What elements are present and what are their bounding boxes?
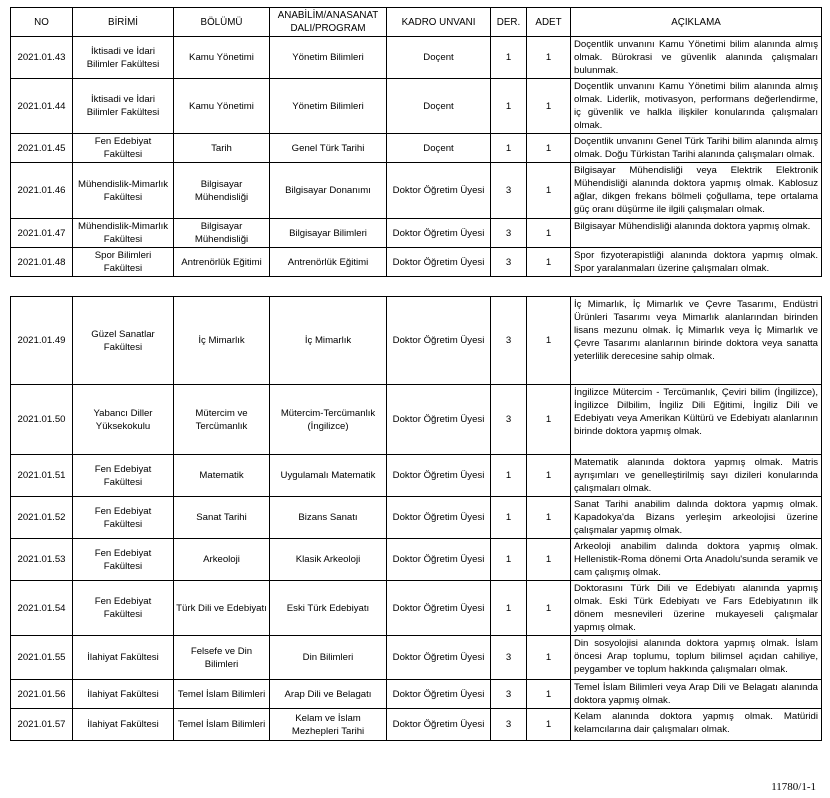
cell-unvan: Doktor Öğretim Üyesi bbox=[387, 497, 491, 539]
table-row bbox=[11, 297, 822, 385]
cell-aciklama: Doçentlik unvanını Genel Türk Tarihi bilim alanında almış olmak. Doğu Türkistan Tarihi alanında çalışmaları olmak. bbox=[571, 134, 822, 163]
cell-no: 2021.01.53 bbox=[11, 539, 73, 581]
cell-adet: 1 bbox=[527, 79, 571, 134]
cell-no: 2021.01.46 bbox=[11, 163, 73, 219]
header-bolum: BÖLÜMÜ bbox=[174, 8, 270, 37]
cell-der: 1 bbox=[491, 581, 527, 636]
cell-unvan: Doktor Öğretim Üyesi bbox=[387, 709, 491, 741]
cell-unvan: Doktor Öğretim Üyesi bbox=[387, 248, 491, 277]
cell-der: 3 bbox=[491, 163, 527, 219]
header-dal: ANABİLİM/ANASANAT DALI/PROGRAM bbox=[270, 8, 387, 37]
cell-adet: 1 bbox=[527, 680, 571, 709]
cell-birim: Fen Edebiyat Fakültesi bbox=[73, 539, 174, 581]
cell-adet: 1 bbox=[527, 636, 571, 680]
cell-unvan: Doktor Öğretim Üyesi bbox=[387, 636, 491, 680]
cell-aciklama: Bilgisayar Mühendisliği veya Elektrik Elektronik Mühendisliği alanında doktora yapmış olmak. Kablosuz ağlar, dikgen frekans bölmeli çoğullama, tepe ortalama güç oranı düşürme ile ilgili çalışmaları olmak. bbox=[571, 163, 822, 219]
cell-birim: Fen Edebiyat Fakültesi bbox=[73, 497, 174, 539]
cell-adet: 1 bbox=[527, 581, 571, 636]
cell-no: 2021.01.52 bbox=[11, 497, 73, 539]
cell-adet: 1 bbox=[527, 248, 571, 277]
cell-der: 3 bbox=[491, 297, 527, 385]
cell-dal: Bilgisayar Bilimleri bbox=[270, 219, 387, 248]
cell-birim: Mühendislik-Mimarlık Fakültesi bbox=[73, 163, 174, 219]
cell-adet: 1 bbox=[527, 134, 571, 163]
cell-birim: İlahiyat Fakültesi bbox=[73, 680, 174, 709]
cell-bolum: Temel İslam Bilimleri bbox=[174, 709, 270, 741]
cell-birim: Spor Bilimleri Fakültesi bbox=[73, 248, 174, 277]
cell-der: 1 bbox=[491, 497, 527, 539]
cell-der: 3 bbox=[491, 709, 527, 741]
cell-unvan: Doktor Öğretim Üyesi bbox=[387, 163, 491, 219]
cell-no: 2021.01.49 bbox=[11, 297, 73, 385]
cell-unvan: Doktor Öğretim Üyesi bbox=[387, 297, 491, 385]
cell-bolum: Kamu Yönetimi bbox=[174, 37, 270, 79]
cell-dal: Arap Dili ve Belagatı bbox=[270, 680, 387, 709]
cell-der: 3 bbox=[491, 636, 527, 680]
header-der: DER. bbox=[491, 8, 527, 37]
cell-unvan: Doktor Öğretim Üyesi bbox=[387, 219, 491, 248]
header-no: NO bbox=[11, 8, 73, 37]
cell-aciklama: Temel İslam Bilimleri veya Arap Dili ve Belagatı alanında doktora yapmış olmak. bbox=[571, 680, 822, 709]
table-row bbox=[11, 497, 822, 539]
table-row bbox=[11, 455, 822, 497]
cell-dal: İç Mimarlık bbox=[270, 297, 387, 385]
cell-bolum: Temel İslam Bilimleri bbox=[174, 680, 270, 709]
cell-adet: 1 bbox=[527, 539, 571, 581]
cell-unvan: Doktor Öğretim Üyesi bbox=[387, 680, 491, 709]
cell-no: 2021.01.48 bbox=[11, 248, 73, 277]
cell-dal: Klasik Arkeoloji bbox=[270, 539, 387, 581]
cell-unvan: Doktor Öğretim Üyesi bbox=[387, 455, 491, 497]
cell-dal: Bizans Sanatı bbox=[270, 497, 387, 539]
cell-no: 2021.01.43 bbox=[11, 37, 73, 79]
cell-no: 2021.01.47 bbox=[11, 219, 73, 248]
cell-dal: Yönetim Bilimleri bbox=[270, 37, 387, 79]
cell-bolum: Bilgisayar Mühendisliği bbox=[174, 163, 270, 219]
cell-birim: Fen Edebiyat Fakültesi bbox=[73, 455, 174, 497]
cell-birim: İktisadi ve İdari Bilimler Fakültesi bbox=[73, 37, 174, 79]
cell-der: 3 bbox=[491, 385, 527, 455]
cell-birim: Fen Edebiyat Fakültesi bbox=[73, 134, 174, 163]
table-row bbox=[11, 37, 822, 79]
cell-dal: Antrenörlük Eğitimi bbox=[270, 248, 387, 277]
positions-table-2 bbox=[10, 296, 822, 741]
cell-bolum: Tarih bbox=[174, 134, 270, 163]
cell-dal: Kelam ve İslam Mezhepleri Tarihi bbox=[270, 709, 387, 741]
cell-bolum: Matematik bbox=[174, 455, 270, 497]
cell-birim: Fen Edebiyat Fakültesi bbox=[73, 581, 174, 636]
cell-aciklama: Arkeoloji anabilim dalında doktora yapmış olmak. Hellenistik-Roma dönemi Orta Anadolu'sunda seramik ve cam çalışmış olmak. bbox=[571, 539, 822, 581]
table-row bbox=[11, 636, 822, 680]
cell-birim: İlahiyat Fakültesi bbox=[73, 709, 174, 741]
table-row bbox=[11, 134, 822, 163]
table-row bbox=[11, 581, 822, 636]
header-aciklama: AÇIKLAMA bbox=[571, 8, 822, 37]
cell-adet: 1 bbox=[527, 385, 571, 455]
positions-table-1 bbox=[10, 7, 822, 277]
cell-adet: 1 bbox=[527, 297, 571, 385]
cell-no: 2021.01.54 bbox=[11, 581, 73, 636]
header-birim: BİRİMİ bbox=[73, 8, 174, 37]
cell-unvan: Doçent bbox=[387, 134, 491, 163]
cell-no: 2021.01.44 bbox=[11, 79, 73, 134]
table-row bbox=[11, 539, 822, 581]
cell-unvan: Doktor Öğretim Üyesi bbox=[387, 539, 491, 581]
cell-der: 3 bbox=[491, 680, 527, 709]
cell-bolum: Bilgisayar Mühendisliği bbox=[174, 219, 270, 248]
cell-dal: Yönetim Bilimleri bbox=[270, 79, 387, 134]
table-row bbox=[11, 385, 822, 455]
cell-unvan: Doktor Öğretim Üyesi bbox=[387, 581, 491, 636]
cell-adet: 1 bbox=[527, 455, 571, 497]
cell-aciklama: Spor fizyoterapistliği alanında doktora yapmış olmak. Spor yaralanmaları üzerine çalışmaları olmak. bbox=[571, 248, 822, 277]
cell-der: 1 bbox=[491, 79, 527, 134]
cell-unvan: Doktor Öğretim Üyesi bbox=[387, 385, 491, 455]
cell-aciklama: Din sosyolojisi alanında doktora yapmış olmak. İslam öncesi Arap toplumu, toplum bilimsel açıdan cahiliye, peygamber ve toplum hakkında çalışmaları olmak. bbox=[571, 636, 822, 680]
cell-bolum: Felsefe ve Din Bilimleri bbox=[174, 636, 270, 680]
cell-aciklama: Doçentlik unvanını Kamu Yönetimi bilim alanında almış olmak. Bürokrasi ve güvenlik alanında çalışmaları bulunmak. bbox=[571, 37, 822, 79]
cell-birim: Güzel Sanatlar Fakültesi bbox=[73, 297, 174, 385]
cell-no: 2021.01.55 bbox=[11, 636, 73, 680]
cell-aciklama: Sanat Tarihi anabilim dalında doktora yapmış olmak. Kapadokya'da Bizans yerleşim arkeolojisi üzerine çalışmalar yapmış olmak. bbox=[571, 497, 822, 539]
cell-bolum: Arkeoloji bbox=[174, 539, 270, 581]
cell-aciklama: Kelam alanında doktora yapmış olmak. Matüridi kelamcılarına dair çalışmaları olmak. bbox=[571, 709, 822, 741]
cell-bolum: Türk Dili ve Edebiyatı bbox=[174, 581, 270, 636]
cell-dal: Eski Türk Edebiyatı bbox=[270, 581, 387, 636]
cell-no: 2021.01.45 bbox=[11, 134, 73, 163]
table-row bbox=[11, 219, 822, 248]
cell-der: 1 bbox=[491, 134, 527, 163]
cell-no: 2021.01.56 bbox=[11, 680, 73, 709]
cell-der: 3 bbox=[491, 248, 527, 277]
header-unvan: KADRO UNVANI bbox=[387, 8, 491, 37]
cell-birim: Mühendislik-Mimarlık Fakültesi bbox=[73, 219, 174, 248]
cell-dal: Bilgisayar Donanımı bbox=[270, 163, 387, 219]
cell-bolum: Antrenörlük Eğitimi bbox=[174, 248, 270, 277]
cell-aciklama: Matematik alanında doktora yapmış olmak. Matris ayrışımları ve genelleştirilmiş sayı dizileri konularında çalışmaları olmak. bbox=[571, 455, 822, 497]
cell-unvan: Doçent bbox=[387, 79, 491, 134]
cell-dal: Uygulamalı Matematik bbox=[270, 455, 387, 497]
cell-adet: 1 bbox=[527, 709, 571, 741]
table-row bbox=[11, 248, 822, 277]
cell-bolum: Kamu Yönetimi bbox=[174, 79, 270, 134]
header-adet: ADET bbox=[527, 8, 571, 37]
table-row bbox=[11, 79, 822, 134]
cell-aciklama: İngilizce Mütercim - Tercümanlık, Çeviri bilim (İngilizce), İngilizce Dilbilim, İngiliz Dili Eğitimi, İngiliz Dili ve Edebiyatı veya Amerikan Kültürü ve Edebiyatı alanlarının birinde doktora yapmış olmak. bbox=[571, 385, 822, 455]
cell-bolum: İç Mimarlık bbox=[174, 297, 270, 385]
cell-aciklama: Doçentlik unvanını Kamu Yönetimi bilim alanında almış olmak. Liderlik, motivasyon, performans değerlendirme, iç güvenlik ve halkla ilişkiler konularında çalışmaları olmak. bbox=[571, 79, 822, 134]
cell-bolum: Sanat Tarihi bbox=[174, 497, 270, 539]
cell-birim: İlahiyat Fakültesi bbox=[73, 636, 174, 680]
cell-unvan: Doçent bbox=[387, 37, 491, 79]
cell-aciklama: Doktorasını Türk Dili ve Edebiyatı alanında yapmış olmak. Eski Türk Edebiyatı ve Fars Edebiyatının ilk dönem mesnevileri üzerine mukayeseli çalışmalar yapmış olmak. bbox=[571, 581, 822, 636]
cell-adet: 1 bbox=[527, 497, 571, 539]
cell-aciklama: Bilgisayar Mühendisliği alanında doktora yapmış olmak. bbox=[571, 219, 822, 248]
cell-aciklama: İç Mimarlık, İç Mimarlık ve Çevre Tasarımı, Endüstri Ürünleri Tasarımı veya Mimarlık alanlarından birinden lisans mezunu olmak. İç Mimarlık veya İç Mimarlık ve Çevre Tasarımı alanlarının birinde doktora veya sanatta yeterlilik derecesine sahip olmak. bbox=[571, 297, 822, 385]
cell-no: 2021.01.51 bbox=[11, 455, 73, 497]
cell-dal: Genel Türk Tarihi bbox=[270, 134, 387, 163]
cell-no: 2021.01.50 bbox=[11, 385, 73, 455]
page-footer: 11780/1-1 bbox=[771, 781, 816, 793]
cell-der: 1 bbox=[491, 37, 527, 79]
cell-no: 2021.01.57 bbox=[11, 709, 73, 741]
table-row bbox=[11, 709, 822, 741]
cell-der: 1 bbox=[491, 455, 527, 497]
cell-dal: Din Bilimleri bbox=[270, 636, 387, 680]
cell-bolum: Mütercim ve Tercümanlık bbox=[174, 385, 270, 455]
cell-dal: Mütercim-Tercümanlık (İngilizce) bbox=[270, 385, 387, 455]
cell-adet: 1 bbox=[527, 219, 571, 248]
table-row bbox=[11, 680, 822, 709]
cell-der: 1 bbox=[491, 539, 527, 581]
cell-der: 3 bbox=[491, 219, 527, 248]
header-row bbox=[11, 8, 822, 37]
cell-birim: İktisadi ve İdari Bilimler Fakültesi bbox=[73, 79, 174, 134]
cell-birim: Yabancı Diller Yüksekokulu bbox=[73, 385, 174, 455]
cell-adet: 1 bbox=[527, 163, 571, 219]
cell-adet: 1 bbox=[527, 37, 571, 79]
table-row bbox=[11, 163, 822, 219]
